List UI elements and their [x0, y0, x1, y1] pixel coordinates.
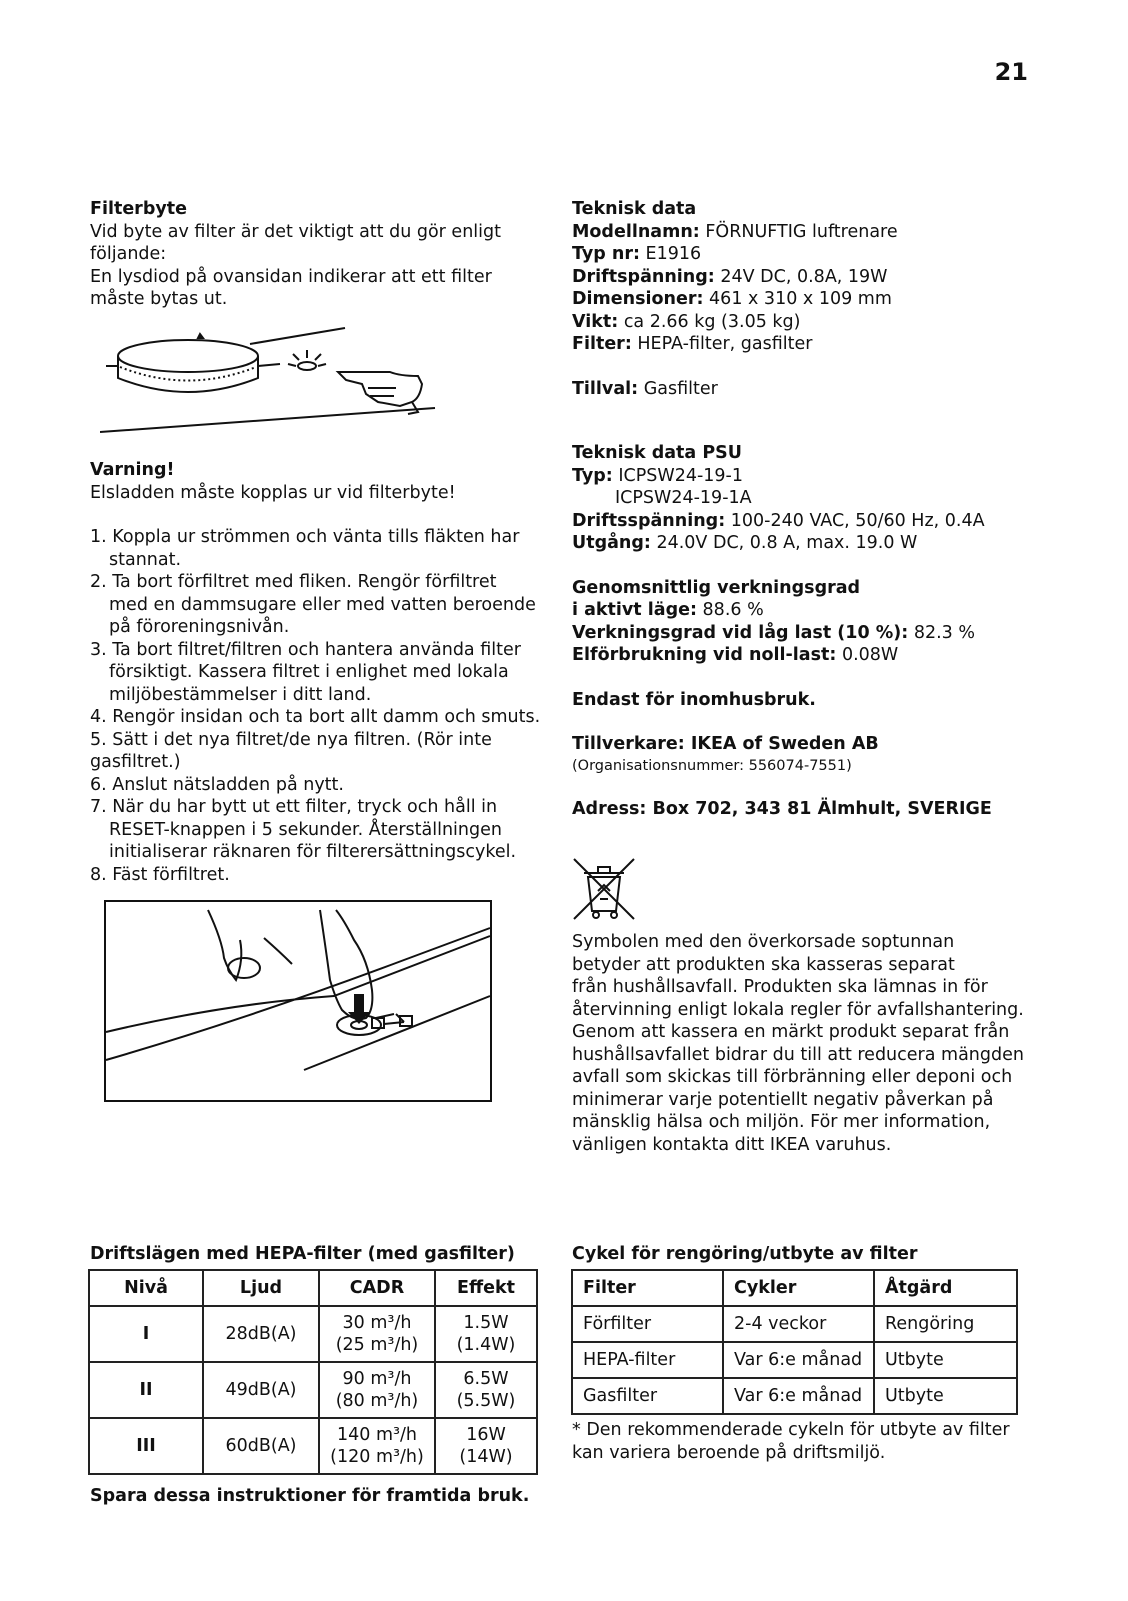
list-item: 6. Anslut nätsladden på nytt. — [90, 774, 344, 795]
list-item: 7. När du har bytt ut ett filter, tryck och håll in RESET-knappen i 5 sekunder. Återställningen initialiserar räknaren för filterersättningscykel. — [90, 797, 517, 862]
manufacturer: Tillverkare: IKEA of Sweden AB — [572, 734, 879, 754]
tech-data-section — [572, 198, 1042, 400]
spec-row: Elförbrukning vid noll-last: 0.08W — [572, 645, 899, 665]
table-row: II 49dB(A) 90 m³/h (80 m³/h) 6.5W (5.5W) — [89, 1362, 537, 1418]
list-item: 5. Sätt i det nya filtret/de nya filtren. (Rör inte gasfiltret.) — [90, 729, 492, 772]
table-header-row: Nivå Ljud CADR Effekt — [89, 1270, 537, 1306]
led-indicator-illustration — [100, 322, 450, 438]
spec-row: Typ: ICPSW24-19-1 — [572, 465, 744, 486]
table-row: Förfilter 2-4 veckor Rengöring — [572, 1306, 1017, 1342]
address: Adress: Box 702, 343 81 Älmhult, SVERIGE — [572, 798, 992, 819]
warning-text: Elsladden måste kopplas ur vid filterbyte! — [90, 482, 456, 503]
org-number: (Organisationsnummer: 556074-7551) — [572, 757, 852, 774]
table-row: Gasfilter Var 6:e månad Utbyte — [572, 1378, 1017, 1414]
spec-row: Dimensioner: 461 x 310 x 109 mm — [572, 289, 892, 309]
spec-row: ICPSW24-19-1A — [615, 488, 752, 508]
table-row: III 60dB(A) 140 m³/h (120 m³/h) 16W (14W) — [89, 1418, 537, 1474]
page-number: 21 — [994, 58, 1028, 86]
filter-intro-line: måste bytas ut. — [90, 289, 228, 309]
crossed-bin-icon — [570, 855, 638, 923]
table-header-row: Filter Cykler Åtgärd — [572, 1270, 1017, 1306]
spec-row: i aktivt läge: 88.6 % — [572, 600, 764, 620]
spec-row: Typ nr: E1916 — [572, 244, 702, 264]
filter-section — [90, 198, 560, 311]
spec-row: Verkningsgrad vid låg last (10 %): 82.3 % — [572, 622, 975, 643]
spec-row: Tillval: Gasfilter — [572, 378, 718, 399]
table-row: HEPA-filter Var 6:e månad Utbyte — [572, 1342, 1017, 1378]
filter-intro-line: En lysdiod på ovansidan indikerar att ett filter — [90, 266, 492, 287]
cycle-table-caption: Cykel för rengöring/utbyte av filter — [572, 1244, 918, 1264]
spec-row: Filter: HEPA-filter, gasfilter — [572, 334, 813, 354]
list-item: 3. Ta bort filtret/filtren och hantera använda filter försiktigt. Kassera filtret i enlighet med lokala miljöbestämmelser i ditt land. — [90, 639, 521, 705]
list-item: 1. Koppla ur strömmen och vänta tills fläkten har stannat. — [90, 527, 520, 570]
efficiency-heading: Genomsnittlig verkningsgrad — [572, 577, 861, 598]
tech-heading: Teknisk data — [572, 199, 697, 219]
table-row: I 28dB(A) 30 m³/h (25 m³/h) 1.5W (1.4W) — [89, 1306, 537, 1362]
steps-list — [90, 526, 560, 886]
cycle-note: * Den rekommenderade cykeln för utbyte av filter kan variera beroende på driftsmiljö. — [572, 1420, 1010, 1463]
warning-heading: Varning! — [90, 460, 175, 480]
filter-heading: Filterbyte — [90, 199, 187, 219]
modes-table-caption: Driftslägen med HEPA-filter (med gasfilter) — [90, 1244, 515, 1264]
psu-heading: Teknisk data PSU — [572, 443, 742, 463]
warning-section — [90, 459, 560, 886]
psu-section — [572, 442, 1042, 820]
filter-intro-line: följande: — [90, 244, 167, 264]
spec-row: Driftspänning: 24V DC, 0.8A, 19W — [572, 266, 888, 287]
cycle-table — [571, 1269, 1018, 1415]
indoor-note: Endast för inomhusbruk. — [572, 689, 816, 710]
filter-intro-line: Vid byte av filter är det viktigt att du gör enligt — [90, 221, 501, 242]
spec-row: Modellnamn: FÖRNUFTIG luftrenare — [572, 221, 898, 242]
spec-row: Vikt: ca 2.66 kg (3.05 kg) — [572, 311, 801, 332]
save-instructions: Spara dessa instruktioner för framtida bruk. — [90, 1486, 530, 1506]
modes-table — [88, 1269, 538, 1475]
spec-row: Driftsspänning: 100-240 VAC, 50/60 Hz, 0.4A — [572, 510, 985, 531]
list-item: 8. Fäst förfiltret. — [90, 864, 230, 885]
spec-row: Utgång: 24.0V DC, 0.8 A, max. 19.0 W — [572, 533, 918, 553]
reset-button-illustration — [104, 900, 492, 1102]
weee-text: Symbolen med den överkorsade soptunnan betyder att produkten ska kasseras separat från hushållsavfall. Produkten ska lämnas in för återvinning enligt lokala regler för avfallshantering. Genom att kassera en märkt produkt separat från hushållsavfallet bidrar du till att reducera mängden avfall som skickas till förbränning eller deponi och minimerar varje potentiellt negativ påverkan på mänsklig hälsa och miljön. För mer information, vänligen kontakta ditt IKEA varuhus. — [572, 932, 1024, 1155]
list-item: 2. Ta bort förfiltret med fliken. Rengör förfiltret med en dammsugare eller med vatten beroende på föroreningsnivån. — [90, 572, 536, 637]
list-item: 4. Rengör insidan och ta bort allt damm och smuts. — [90, 707, 541, 727]
